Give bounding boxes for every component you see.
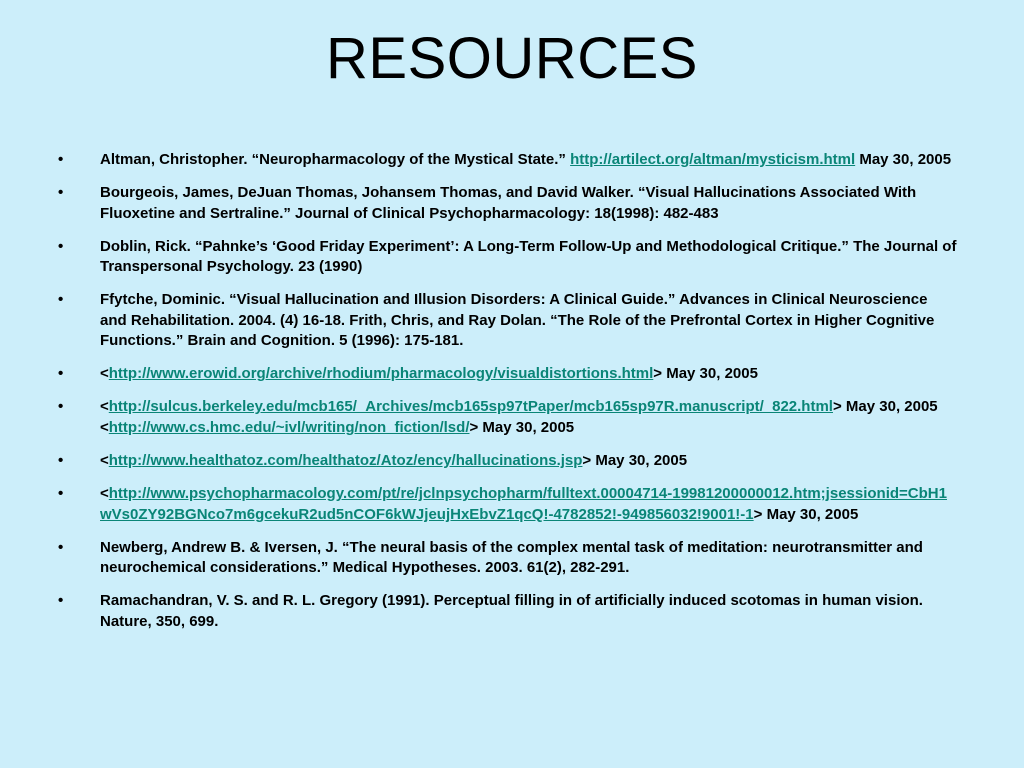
bullet-icon: • [58, 237, 64, 255]
reference-item [58, 397, 958, 438]
reference-segment: > May 30, 2005 [753, 505, 859, 523]
reference-text [100, 539, 923, 577]
bullet-icon: • [58, 452, 64, 470]
reference-segment: Ffytche, Dominic. “Visual Hallucination and Illusion Disorders: A Clinical Guide.” Advances in Clinical Neuroscience and Rehabilitation. 2004. (4) 16-18. Frith, Chris, and Ray Dolan. “The Role of the Prefrontal Cortex in Higher Cognitive Functions.” Brain and Cognition. 5 (1996): 175-181. [100, 291, 935, 350]
reference-link[interactable]: http://www.cs.hmc.edu/~ivl/writing/non_fiction/lsd/ [108, 418, 470, 436]
reference-list [58, 150, 958, 645]
bullet-icon: • [58, 398, 64, 416]
reference-text [100, 592, 923, 630]
bullet-icon: • [58, 291, 64, 309]
reference-text [100, 151, 951, 168]
reference-text [100, 238, 956, 276]
reference-item [58, 451, 958, 472]
reference-item [58, 237, 958, 278]
reference-text [100, 452, 687, 469]
reference-text [100, 398, 938, 436]
reference-text [100, 184, 916, 222]
reference-segment: < [100, 452, 109, 470]
bullet-icon: • [58, 538, 64, 556]
reference-segment: Doblin, Rick. “Pahnke’s ‘Good Friday Experiment’: A Long-Term Follow-Up and Methodological Critique.” The Journal of Transpersonal Psychology. 23 (1990) [100, 237, 957, 276]
reference-segment: Bourgeois, James, DeJuan Thomas, Johansem Thomas, and David Walker. “Visual Hallucinations Associated With Fluoxetine and Sertraline.” Journal of Clinical Psychopharmacology: 18(1998): 482-483 [100, 184, 917, 222]
reference-text [100, 291, 934, 349]
reference-item [58, 484, 958, 525]
reference-segment: Newberg, Andrew B. & Iversen, J. “The neural basis of the complex mental task of meditation: neurotransmitter and neurochemical considerations.” Medical Hypotheses. 2003. 61(2), 282-291. [100, 538, 923, 577]
reference-link[interactable]: http://www.erowid.org/archive/rhodium/pharmacology/visualdistortions.html [108, 365, 654, 383]
reference-link[interactable]: http://www.psychopharmacology.com/pt/re/jclnpsychopharm/fulltext.00004714-19981200000012.htm;jsessionid=CbH1wVs0ZY92BGNco7m6gcekuR2ud5nCOF6kWJjeujHxEbvZ1qcQ!-4782852!-949856032!9001!-1 [100, 485, 947, 523]
bullet-icon: • [58, 184, 64, 202]
reference-segment: > May 30, 2005 [469, 418, 575, 436]
reference-segment: Altman, Christopher. “Neuropharmacology of the Mystical State.” [100, 151, 571, 168]
reference-link[interactable]: http://www.healthatoz.com/healthatoz/Atoz/ency/hallucinations.jsp [108, 452, 583, 470]
reference-segment: May 30, 2005 [855, 151, 952, 168]
reference-segment: > May 30, 2005 [582, 452, 688, 470]
reference-item [58, 538, 958, 579]
reference-segment: < [100, 485, 109, 503]
reference-segment: > May 30, 2005 < [100, 398, 938, 436]
reference-item [58, 150, 958, 171]
slide-title: RESOURCES [326, 26, 698, 91]
reference-segment: Ramachandran, V. S. and R. L. Gregory (1991). Perceptual filling in of artificially induced scotomas in human vision. Nature, 350, 699. [100, 592, 923, 630]
reference-text [100, 365, 758, 382]
bullet-icon: • [58, 592, 64, 610]
reference-segment: < [100, 398, 109, 416]
reference-segment: < [100, 365, 109, 383]
reference-segment: > May 30, 2005 [653, 365, 758, 383]
reference-item [58, 290, 958, 352]
reference-item [58, 364, 958, 385]
reference-text [100, 485, 947, 523]
reference-item [58, 591, 958, 632]
bullet-icon: • [58, 151, 64, 168]
reference-link[interactable]: http://sulcus.berkeley.edu/mcb165/_Archives/mcb165sp97tPaper/mcb165sp97R.manuscript/_822.html [108, 398, 833, 416]
bullet-icon: • [58, 485, 64, 503]
reference-link[interactable]: http://artilect.org/altman/mysticism.html [570, 151, 856, 168]
reference-item [58, 183, 958, 224]
bullet-icon: • [58, 365, 64, 383]
